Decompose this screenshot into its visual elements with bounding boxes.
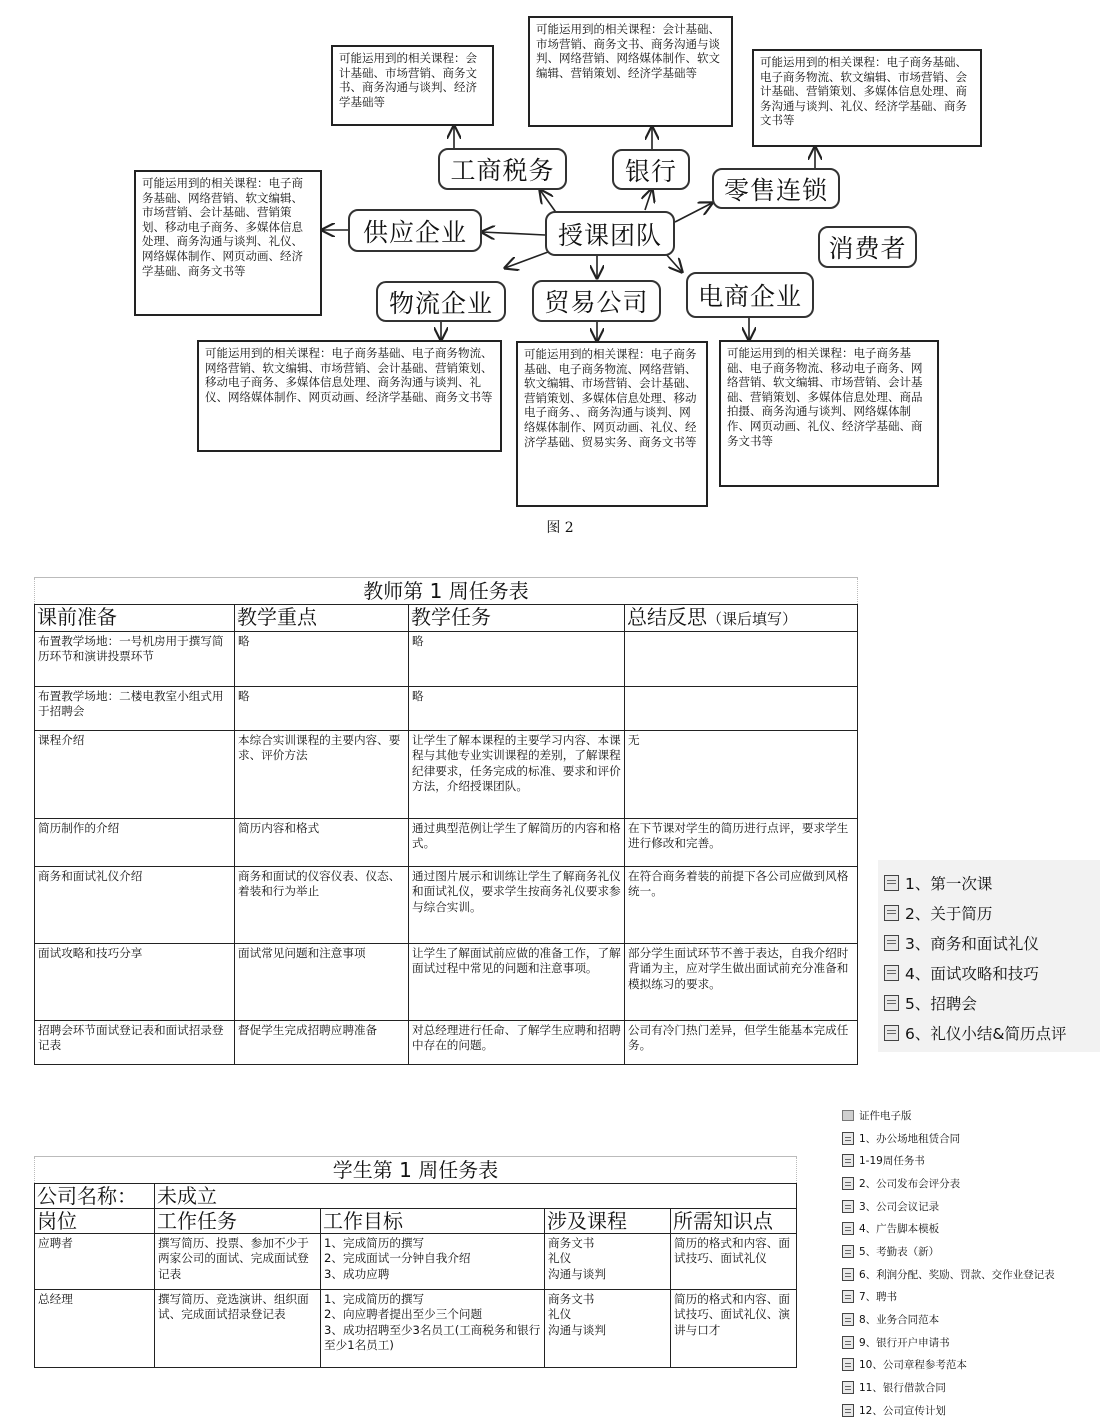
box-supplier-courses: 可能运用到的相关课程：电子商务基础、网络营销、软文编辑、市场营销、会计基础、营销策划、移动电子商务、多媒体信息处理、商务沟通与谈判、礼仪、网络媒体制作、网页动画、经济学基础、商务文书等 <box>134 170 322 316</box>
lesson-file-label: 3、商务和面试礼仪 <box>905 935 1039 953</box>
student-header-goal: 工作目标 <box>321 1209 545 1234</box>
student-cell: 撰写简历、竞选演讲、组织面试、完成面试招录登记表 <box>155 1290 321 1368</box>
file-item[interactable] <box>842 1331 1112 1354</box>
document-icon <box>842 1404 854 1417</box>
file-item[interactable] <box>842 1286 1112 1309</box>
document-icon <box>842 1154 854 1167</box>
teacher-cell: 商务和面试的仪容仪表、仪态、着装和行为举止 <box>235 867 409 944</box>
teacher-cell: 略 <box>235 687 409 731</box>
student-cell: 简历的格式和内容、面试技巧、面试礼仪 <box>671 1234 797 1290</box>
file-item[interactable] <box>842 1263 1112 1286</box>
folder-label: 证件电子版 <box>859 1109 912 1122</box>
box-logistics-courses: 可能运用到的相关课程：电子商务基础、电子商务物流、网络营销、软文编辑、市场营销、会计基础、营销策划、移动电子商务、多媒体信息处理、商务沟通与谈判、礼仪、网络媒体制作、网页动画、经济学基础、商务文书等 <box>197 340 502 452</box>
box-trade-courses: 可能运用到的相关课程：电子商务基础、电子商务物流、网络营销、软文编辑、市场营销、会计基础、营销策划、多媒体信息处理、移动电子商务、、商务沟通与谈判、网络媒体制作、网页动画、礼仪、经济学基础、贸易实务、商务文书等 <box>516 341 708 507</box>
document-file-list <box>842 1104 1112 1422</box>
file-item[interactable] <box>842 1399 1112 1422</box>
teacher-cell: 通过典型范例让学生了解简历的内容和格式。 <box>409 819 625 867</box>
lesson-file-label: 1、第一次课 <box>905 875 993 893</box>
node-center: 授课团队 <box>545 211 675 256</box>
document-icon <box>842 1132 854 1145</box>
document-icon <box>884 965 899 981</box>
teacher-cell: 简历制作的介绍 <box>35 819 235 867</box>
box-gongshang-courses: 可能运用到的相关课程：会计基础、市场营销、商务文书、商务沟通与谈判、经济学基础等 <box>331 45 494 126</box>
file-label: 4、广告脚本模板 <box>859 1223 940 1236</box>
box-bank-courses: 可能运用到的相关课程：会计基础、市场营销、商务文书、商务沟通与谈判、网络营销、网络媒体制作、软文编辑、营销策划、经济学基础等 <box>528 16 733 127</box>
node-bank: 银行 <box>612 149 690 190</box>
box-retail-courses: 可能运用到的相关课程：电子商务基础、电子商务物流、软文编辑、市场营销、会计基础、营销策划、多媒体信息处理、商务沟通与谈判、礼仪、经济学基础、商务文书等 <box>752 49 982 147</box>
teacher-header-prep: 课前准备 <box>35 605 235 632</box>
document-icon <box>884 995 899 1011</box>
teacher-cell: 本综合实训课程的主要内容、要求、评价方法 <box>235 731 409 819</box>
file-label: 6、利润分配、奖励、罚款、交作业登记表 <box>859 1268 1055 1281</box>
lesson-file-item[interactable] <box>884 868 1100 898</box>
node-logistics: 物流企业 <box>376 281 506 322</box>
teacher-cell <box>625 632 858 687</box>
teacher-cell: 招聘会环节面试登记表和面试招录登记表 <box>35 1021 235 1065</box>
teacher-cell: 课程介绍 <box>35 731 235 819</box>
document-icon <box>842 1358 854 1371</box>
teacher-cell: 布置教学场地：二楼电教室小组式用于招聘会 <box>35 687 235 731</box>
lesson-file-item[interactable] <box>884 928 1100 958</box>
teacher-cell: 无 <box>625 731 858 819</box>
teacher-cell: 督促学生完成招聘应聘准备 <box>235 1021 409 1065</box>
teacher-cell: 公司有冷门热门差异，但学生能基本完成任务。 <box>625 1021 858 1065</box>
folder-icon <box>842 1110 854 1121</box>
node-trade: 贸易公司 <box>532 280 661 322</box>
document-icon <box>842 1336 854 1349</box>
node-ecommerce: 电商企业 <box>686 272 814 318</box>
teacher-cell: 布置教学场地：一号机房用于撰写简历环节和演讲投票环节 <box>35 632 235 687</box>
student-task-table <box>34 1156 797 1368</box>
folder-item[interactable] <box>842 1104 1112 1127</box>
teacher-header-focus: 教学重点 <box>235 605 409 632</box>
student-cell: 简历的格式和内容、面试技巧、面试礼仪、演讲与口才 <box>671 1290 797 1368</box>
teacher-cell: 商务和面试礼仪介绍 <box>35 867 235 944</box>
teacher-header-reflection <box>625 605 858 632</box>
file-item[interactable] <box>842 1240 1112 1263</box>
file-label: 1-19周任务书 <box>859 1155 925 1168</box>
teacher-cell: 略 <box>409 632 625 687</box>
lesson-file-item[interactable] <box>884 988 1100 1018</box>
teacher-cell: 在下节课对学生的简历进行点评，要求学生进行修改和完善。 <box>625 819 858 867</box>
file-label: 10、公司章程参考范本 <box>859 1359 967 1372</box>
node-supplier: 供应企业 <box>348 209 482 252</box>
document-icon <box>884 905 899 921</box>
file-label: 3、公司会议记录 <box>859 1200 940 1213</box>
document-icon <box>842 1177 854 1190</box>
teacher-cell: 略 <box>409 687 625 731</box>
document-icon <box>884 875 899 891</box>
document-icon <box>842 1222 854 1235</box>
lesson-file-label: 5、招聘会 <box>905 995 977 1013</box>
teacher-header-note: （课后填写） <box>707 610 798 628</box>
student-header-task: 工作任务 <box>155 1209 321 1234</box>
teacher-cell: 面试攻略和技巧分享 <box>35 944 235 1021</box>
file-label: 11、银行借款合同 <box>859 1382 946 1395</box>
file-item[interactable] <box>842 1195 1112 1218</box>
file-item[interactable] <box>842 1149 1112 1172</box>
file-item[interactable] <box>842 1217 1112 1240</box>
teacher-cell <box>625 687 858 731</box>
file-label: 7、聘书 <box>859 1291 898 1304</box>
company-name-value: 未成立 <box>155 1184 797 1209</box>
file-label: 2、公司发布会评分表 <box>859 1177 961 1190</box>
lesson-file-item[interactable] <box>884 1018 1100 1048</box>
box-ecommerce-courses: 可能运用到的相关课程：电子商务基础、电子商务物流、移动电子商务、网络营销、软文编辑、市场营销、会计基础、营销策划、多媒体信息处理、商品拍摄、商务沟通与谈判、网络媒体制作、网页动画、礼仪、经济学基础、商务文书等 <box>719 340 939 487</box>
student-cell: 总经理 <box>35 1290 155 1368</box>
figure-caption: 图 2 <box>546 520 574 536</box>
student-header-course: 涉及课程 <box>545 1209 671 1234</box>
file-item[interactable] <box>842 1172 1112 1195</box>
student-cell: 商务文书 礼仪 沟通与谈判 <box>545 1234 671 1290</box>
student-cell: 1、完成简历的撰写 2、完成面试一分钟自我介绍 3、成功应聘 <box>321 1234 545 1290</box>
student-header-role: 岗位 <box>35 1209 155 1234</box>
student-cell: 撰写简历、投票、参加不少于两家公司的面试、完成面试登记表 <box>155 1234 321 1290</box>
teacher-task-table <box>34 577 858 1065</box>
teacher-cell: 让学生了解面试前应做的准备工作，了解面试过程中常见的问题和注意事项。 <box>409 944 625 1021</box>
document-icon <box>842 1268 854 1281</box>
teacher-cell: 让学生了解本课程的主要学习内容、本课程与其他专业实训课程的差别，了解课程纪律要求，任务完成的标准、要求和评价方法，介绍授课团队。 <box>409 731 625 819</box>
lesson-file-label: 4、面试攻略和技巧 <box>905 965 1039 983</box>
document-icon <box>842 1245 854 1258</box>
student-cell: 应聘者 <box>35 1234 155 1290</box>
node-consumer: 消费者 <box>818 226 917 268</box>
teacher-cell: 略 <box>235 632 409 687</box>
document-icon <box>842 1381 854 1394</box>
teacher-cell: 简历内容和格式 <box>235 819 409 867</box>
file-item[interactable] <box>842 1127 1112 1150</box>
teacher-cell: 对总经理进行任命、了解学生应聘和招聘中存在的问题。 <box>409 1021 625 1065</box>
file-label: 5、考勤表（新） <box>859 1245 940 1258</box>
teacher-header-reflection-label: 总结反思 <box>627 605 707 629</box>
lesson-file-item[interactable] <box>884 898 1100 928</box>
lesson-file-item[interactable] <box>884 958 1100 988</box>
teacher-cell: 在符合商务着装的前提下各公司应做到风格统一。 <box>625 867 858 944</box>
file-item[interactable] <box>842 1354 1112 1377</box>
student-cell: 1、完成简历的撰写 2、向应聘者提出至少三个问题 3、成功招聘至少3名员工(工商税务和银行至少1名员工) <box>321 1290 545 1368</box>
file-label: 1、办公场地租赁合同 <box>859 1132 961 1145</box>
file-label: 12、公司宣传计划 <box>859 1404 946 1417</box>
teacher-cell: 通过图片展示和训练让学生了解商务礼仪和面试礼仪，要求学生按商务礼仪要求参与综合实训。 <box>409 867 625 944</box>
org-diagram <box>0 0 1120 560</box>
file-label: 9、银行开户申请书 <box>859 1336 950 1349</box>
node-gongshang: 工商税务 <box>438 148 567 190</box>
teacher-cell: 部分学生面试环节不善于表达，自我介绍时背诵为主，应对学生做出面试前充分准备和模拟练习的要求。 <box>625 944 858 1021</box>
file-item[interactable] <box>842 1308 1112 1331</box>
node-retail: 零售连锁 <box>712 168 840 209</box>
teacher-table-title: 教师第 1 周任务表 <box>35 578 858 605</box>
file-label: 8、业务合同范本 <box>859 1314 940 1327</box>
file-item[interactable] <box>842 1376 1112 1399</box>
lesson-file-label: 6、礼仪小结&简历点评 <box>905 1025 1067 1043</box>
document-icon <box>842 1290 854 1303</box>
document-icon <box>842 1313 854 1326</box>
lesson-file-label: 2、关于简历 <box>905 905 993 923</box>
document-icon <box>842 1200 854 1213</box>
document-icon <box>884 1025 899 1041</box>
teacher-cell: 面试常见问题和注意事项 <box>235 944 409 1021</box>
lesson-file-list <box>878 860 1100 1052</box>
student-header-knowledge: 所需知识点 <box>671 1209 797 1234</box>
company-name-label: 公司名称： <box>35 1184 155 1209</box>
student-table-title: 学生第 1 周任务表 <box>35 1157 797 1184</box>
teacher-header-task: 教学任务 <box>409 605 625 632</box>
student-cell: 商务文书 礼仪 沟通与谈判 <box>545 1290 671 1368</box>
document-icon <box>884 935 899 951</box>
